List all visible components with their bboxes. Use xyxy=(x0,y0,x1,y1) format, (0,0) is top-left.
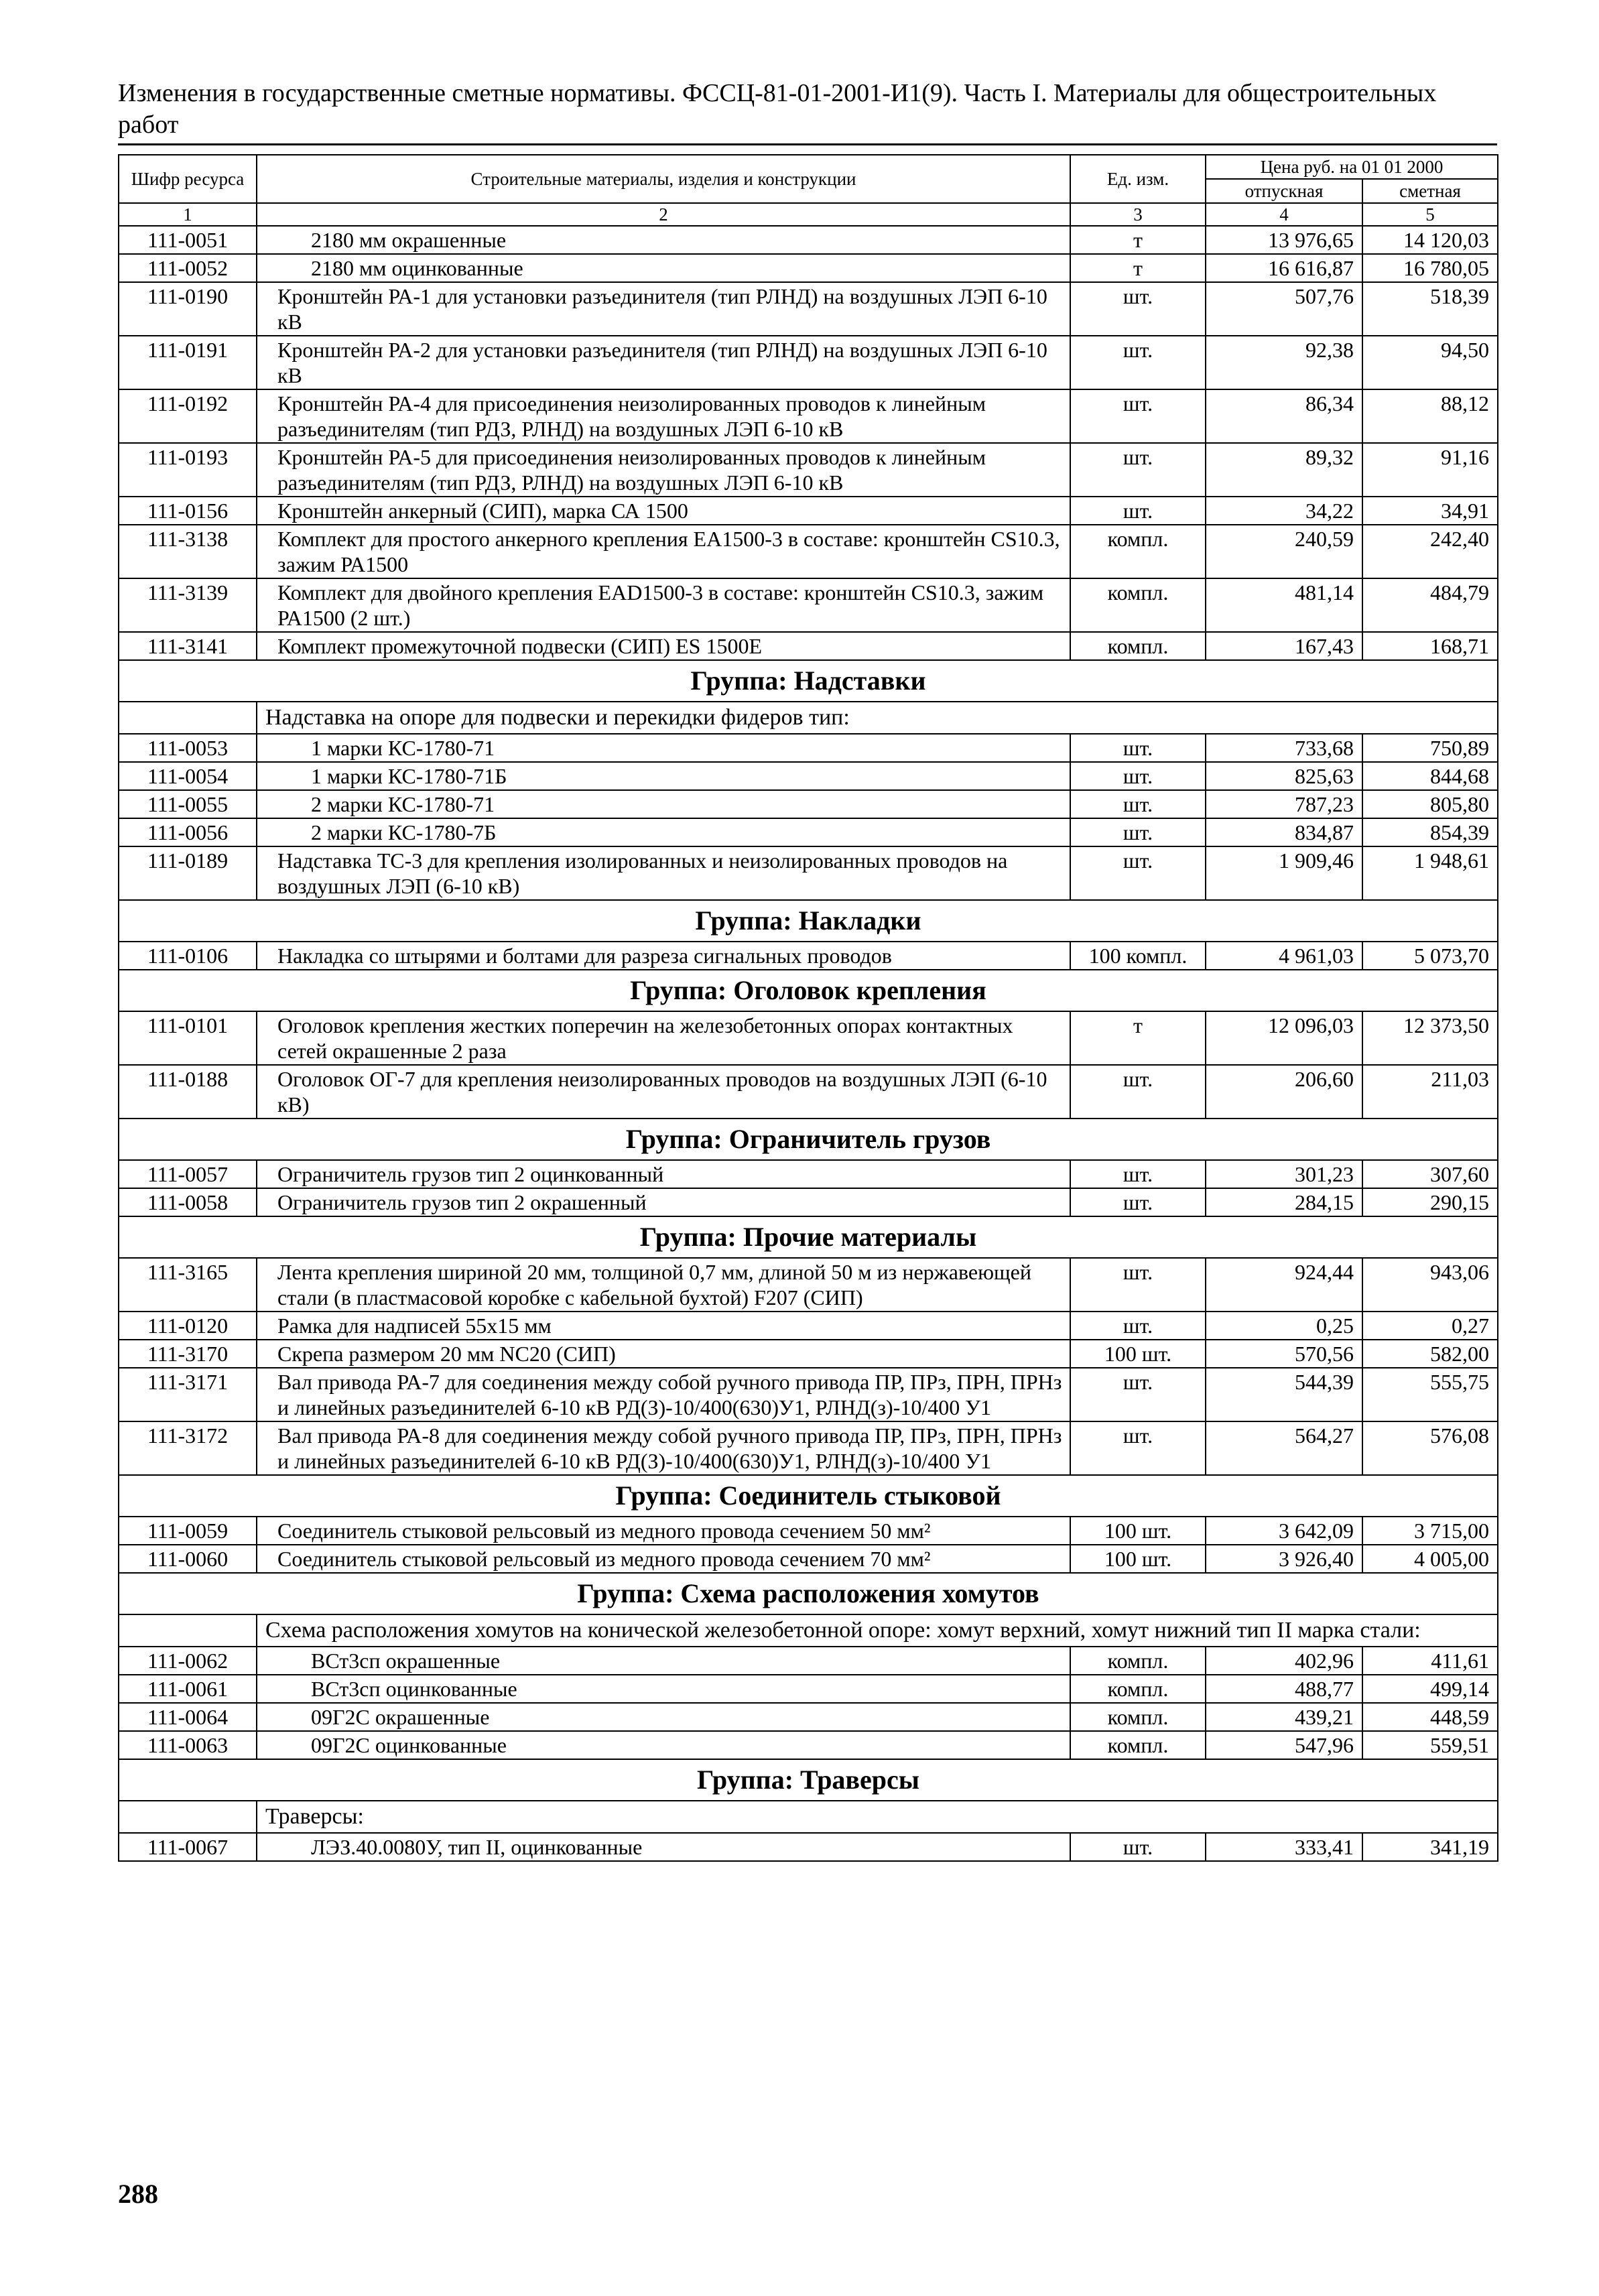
wholesale-price: 481,14 xyxy=(1206,578,1362,632)
document-header: Изменения в государственные сметные нормативы. ФССЦ-81-01-2001-И1(9). Часть I. Материалы для общестроительных работ xyxy=(118,79,1437,139)
material-description: Скрепа размером 20 мм NC20 (СИП) xyxy=(257,1340,1070,1368)
material-description: Вал привода РА-7 для соединения между собой ручного привода ПР, ПРз, ПРН, ПРНз и линейных разъединителей 6-10 кВ РД(З)-10/400(630)У1, РЛНД(з)-10/400 У1 xyxy=(257,1368,1070,1421)
estimate-price: 805,80 xyxy=(1362,790,1498,818)
resource-code: 111-0054 xyxy=(119,762,257,790)
material-description: Комплект для простого анкерного крепления ЕА1500-3 в составе: кронштейн CS10.3, зажим РА1500 xyxy=(257,525,1070,578)
table-row xyxy=(119,632,1498,660)
table-row xyxy=(119,1340,1498,1368)
material-description: Ограничитель грузов тип 2 окрашенный xyxy=(257,1188,1070,1216)
wholesale-price: 825,63 xyxy=(1206,762,1362,790)
estimate-price: 16 780,05 xyxy=(1362,254,1498,282)
resource-code: 111-0053 xyxy=(119,734,257,762)
unit-cell: т xyxy=(1070,1011,1206,1065)
unit-cell: шт. xyxy=(1070,1065,1206,1119)
wholesale-price: 206,60 xyxy=(1206,1065,1362,1119)
wholesale-price: 3 642,09 xyxy=(1206,1517,1362,1545)
estimate-price: 576,08 xyxy=(1362,1421,1498,1475)
group-header-row xyxy=(119,1119,1498,1160)
wholesale-price: 4 961,03 xyxy=(1206,942,1362,970)
wholesale-price: 86,34 xyxy=(1206,389,1362,443)
subheader-text: Схема расположения хомутов на конической железобетонной опоре: хомут верхний, хомут нижний тип II марка стали: xyxy=(257,1614,1498,1647)
wholesale-price: 733,68 xyxy=(1206,734,1362,762)
estimate-price: 484,79 xyxy=(1362,578,1498,632)
col-header-unit: Ед. изм. xyxy=(1070,155,1206,203)
estimate-price: 750,89 xyxy=(1362,734,1498,762)
estimate-price: 290,15 xyxy=(1362,1188,1498,1216)
estimate-price: 91,16 xyxy=(1362,443,1498,497)
resource-code: 111-0106 xyxy=(119,942,257,970)
col-number: 4 xyxy=(1206,203,1362,226)
table-row xyxy=(119,1833,1498,1861)
resource-code: 111-3170 xyxy=(119,1340,257,1368)
wholesale-price: 240,59 xyxy=(1206,525,1362,578)
resource-code: 111-0190 xyxy=(119,282,257,336)
unit-cell: компл. xyxy=(1070,578,1206,632)
unit-cell: шт. xyxy=(1070,1312,1206,1340)
material-description: 09Г2С окрашенные xyxy=(257,1703,1070,1731)
unit-cell: т xyxy=(1070,226,1206,254)
table-row xyxy=(119,1517,1498,1545)
resource-code: 111-0067 xyxy=(119,1833,257,1861)
subheader-blank-cell xyxy=(119,1614,257,1647)
estimate-price: 14 120,03 xyxy=(1362,226,1498,254)
unit-cell: компл. xyxy=(1070,632,1206,660)
unit-cell: шт. xyxy=(1070,1421,1206,1475)
material-description: Накладка со штырями и болтами для разреза сигнальных проводов xyxy=(257,942,1070,970)
table-row xyxy=(119,282,1498,336)
unit-cell: компл. xyxy=(1070,525,1206,578)
estimate-price: 0,27 xyxy=(1362,1312,1498,1340)
col-number: 2 xyxy=(257,203,1070,226)
wholesale-price: 1 909,46 xyxy=(1206,846,1362,900)
estimate-price: 4 005,00 xyxy=(1362,1545,1498,1573)
wholesale-price: 570,56 xyxy=(1206,1340,1362,1368)
material-description: Соединитель стыковой рельсовый из медного провода сечением 50 мм² xyxy=(257,1517,1070,1545)
table-body xyxy=(119,226,1498,1861)
table-row xyxy=(119,1065,1498,1119)
estimate-price: 341,19 xyxy=(1362,1833,1498,1861)
material-description: Комплект промежуточной подвески (СИП) ES 1500Е xyxy=(257,632,1070,660)
unit-cell: компл. xyxy=(1070,1647,1206,1675)
material-description: 2180 мм оцинкованные xyxy=(257,254,1070,282)
table-row xyxy=(119,1647,1498,1675)
group-title: Группа: Ограничитель грузов xyxy=(119,1119,1498,1160)
table-row xyxy=(119,1258,1498,1312)
wholesale-price: 16 616,87 xyxy=(1206,254,1362,282)
wholesale-price: 0,25 xyxy=(1206,1312,1362,1340)
wholesale-price: 284,15 xyxy=(1206,1188,1362,1216)
material-description: Кронштейн анкерный (СИП), марка СА 1500 xyxy=(257,497,1070,525)
subheader-blank-cell xyxy=(119,1801,257,1833)
unit-cell: шт. xyxy=(1070,846,1206,900)
resource-code: 111-0052 xyxy=(119,254,257,282)
wholesale-price: 402,96 xyxy=(1206,1647,1362,1675)
table-row xyxy=(119,818,1498,846)
price-table xyxy=(118,154,1498,1862)
table-row xyxy=(119,1160,1498,1188)
material-description: 2 марки КС-1780-71 xyxy=(257,790,1070,818)
resource-code: 111-0188 xyxy=(119,1065,257,1119)
table-row xyxy=(119,443,1498,497)
material-description: Соединитель стыковой рельсовый из медного провода сечением 70 мм² xyxy=(257,1545,1070,1573)
resource-code: 111-0063 xyxy=(119,1731,257,1759)
subheader-row xyxy=(119,1614,1498,1647)
resource-code: 111-0060 xyxy=(119,1545,257,1573)
subheader-text: Траверсы: xyxy=(257,1801,1498,1833)
group-title: Группа: Надставки xyxy=(119,660,1498,702)
resource-code: 111-3138 xyxy=(119,525,257,578)
material-description: Комплект для двойного крепления EAD1500-3 в составе: кронштейн CS10.3, зажим РА1500 (2 шт.) xyxy=(257,578,1070,632)
estimate-price: 94,50 xyxy=(1362,336,1498,389)
estimate-price: 844,68 xyxy=(1362,762,1498,790)
unit-cell: шт. xyxy=(1070,762,1206,790)
resource-code: 111-0192 xyxy=(119,389,257,443)
resource-code: 111-0058 xyxy=(119,1188,257,1216)
wholesale-price: 547,96 xyxy=(1206,1731,1362,1759)
wholesale-price: 89,32 xyxy=(1206,443,1362,497)
material-description: 2180 мм окрашенные xyxy=(257,226,1070,254)
resource-code: 111-0120 xyxy=(119,1312,257,1340)
col-number: 5 xyxy=(1362,203,1498,226)
table-row xyxy=(119,762,1498,790)
table-row xyxy=(119,336,1498,389)
estimate-price: 555,75 xyxy=(1362,1368,1498,1421)
material-description: Лента крепления шириной 20 мм, толщиной 0,7 мм, длиной 50 м из нержавеющей стали (в пластмасовой коробке с кабельной бухтой) F207 (СИП) xyxy=(257,1258,1070,1312)
table-row xyxy=(119,525,1498,578)
estimate-price: 411,61 xyxy=(1362,1647,1498,1675)
col-header-price: Цена руб. на 01 01 2000 xyxy=(1206,155,1498,179)
unit-cell: шт. xyxy=(1070,1258,1206,1312)
wholesale-price: 787,23 xyxy=(1206,790,1362,818)
estimate-price: 88,12 xyxy=(1362,389,1498,443)
unit-cell: шт. xyxy=(1070,282,1206,336)
estimate-price: 34,91 xyxy=(1362,497,1498,525)
group-header-row xyxy=(119,1759,1498,1801)
unit-cell: 100 шт. xyxy=(1070,1545,1206,1573)
group-title: Группа: Оголовок крепления xyxy=(119,970,1498,1011)
resource-code: 111-0064 xyxy=(119,1703,257,1731)
estimate-price: 854,39 xyxy=(1362,818,1498,846)
header-rule xyxy=(118,143,1497,145)
estimate-price: 448,59 xyxy=(1362,1703,1498,1731)
resource-code: 111-3171 xyxy=(119,1368,257,1421)
group-title: Группа: Схема расположения хомутов xyxy=(119,1573,1498,1614)
wholesale-price: 167,43 xyxy=(1206,632,1362,660)
resource-code: 111-3141 xyxy=(119,632,257,660)
unit-cell: 100 шт. xyxy=(1070,1517,1206,1545)
unit-cell: 100 шт. xyxy=(1070,1340,1206,1368)
table-row xyxy=(119,1188,1498,1216)
col-number: 1 xyxy=(119,203,257,226)
subheader-blank-cell xyxy=(119,702,257,734)
estimate-price: 1 948,61 xyxy=(1362,846,1498,900)
wholesale-price: 3 926,40 xyxy=(1206,1545,1362,1573)
page-number: 288 xyxy=(118,2179,158,2209)
table-row xyxy=(119,1545,1498,1573)
wholesale-price: 333,41 xyxy=(1206,1833,1362,1861)
wholesale-price: 439,21 xyxy=(1206,1703,1362,1731)
wholesale-price: 924,44 xyxy=(1206,1258,1362,1312)
wholesale-price: 13 976,65 xyxy=(1206,226,1362,254)
subheader-row xyxy=(119,1801,1498,1833)
resource-code: 111-0051 xyxy=(119,226,257,254)
material-description: Ограничитель грузов тип 2 оцинкованный xyxy=(257,1160,1070,1188)
resource-code: 111-0193 xyxy=(119,443,257,497)
material-description: ЛЭЗ.40.0080У, тип II, оцинкованные xyxy=(257,1833,1070,1861)
col-header-code: Шифр ресурса xyxy=(119,155,257,203)
wholesale-price: 544,39 xyxy=(1206,1368,1362,1421)
resource-code: 111-0101 xyxy=(119,1011,257,1065)
material-description: 1 марки КС-1780-71Б xyxy=(257,762,1070,790)
resource-code: 111-0156 xyxy=(119,497,257,525)
col-header-description: Строительные материалы, изделия и конструкции xyxy=(257,155,1070,203)
resource-code: 111-0056 xyxy=(119,818,257,846)
wholesale-price: 12 096,03 xyxy=(1206,1011,1362,1065)
unit-cell: шт. xyxy=(1070,497,1206,525)
unit-cell: 100 компл. xyxy=(1070,942,1206,970)
estimate-price: 499,14 xyxy=(1362,1675,1498,1703)
estimate-price: 559,51 xyxy=(1362,1731,1498,1759)
subheader-text: Надставка на опоре для подвески и перекидки фидеров тип: xyxy=(257,702,1498,734)
material-description: Кронштейн РА-5 для присоединения неизолированных проводов к линейным разъединителям (тип РДЗ, РЛНД) на воздушных ЛЭП 6-10 кВ xyxy=(257,443,1070,497)
unit-cell: шт. xyxy=(1070,734,1206,762)
wholesale-price: 92,38 xyxy=(1206,336,1362,389)
material-description: 1 марки КС-1780-71 xyxy=(257,734,1070,762)
material-description: Рамка для надписей 55х15 мм xyxy=(257,1312,1070,1340)
unit-cell: шт. xyxy=(1070,818,1206,846)
estimate-price: 5 073,70 xyxy=(1362,942,1498,970)
resource-code: 111-0191 xyxy=(119,336,257,389)
resource-code: 111-0055 xyxy=(119,790,257,818)
resource-code: 111-0057 xyxy=(119,1160,257,1188)
wholesale-price: 34,22 xyxy=(1206,497,1362,525)
group-title: Группа: Прочие материалы xyxy=(119,1216,1498,1258)
group-header-row xyxy=(119,900,1498,942)
wholesale-price: 488,77 xyxy=(1206,1675,1362,1703)
group-title: Группа: Соединитель стыковой xyxy=(119,1475,1498,1517)
unit-cell: шт. xyxy=(1070,1160,1206,1188)
estimate-price: 168,71 xyxy=(1362,632,1498,660)
material-description: ВСт3сп оцинкованные xyxy=(257,1675,1070,1703)
group-title: Группа: Траверсы xyxy=(119,1759,1498,1801)
material-description: 2 марки КС-1780-7Б xyxy=(257,818,1070,846)
group-header-row xyxy=(119,1573,1498,1614)
group-header-row xyxy=(119,660,1498,702)
table-row xyxy=(119,1368,1498,1421)
unit-cell: компл. xyxy=(1070,1731,1206,1759)
table-row xyxy=(119,254,1498,282)
material-description: Кронштейн РА-4 для присоединения неизолированных проводов к линейным разъединителям (тип РДЗ, РЛНД) на воздушных ЛЭП 6-10 кВ xyxy=(257,389,1070,443)
estimate-price: 242,40 xyxy=(1362,525,1498,578)
table-row xyxy=(119,1312,1498,1340)
resource-code: 111-0061 xyxy=(119,1675,257,1703)
table-row xyxy=(119,578,1498,632)
wholesale-price: 564,27 xyxy=(1206,1421,1362,1475)
material-description: 09Г2С оцинкованные xyxy=(257,1731,1070,1759)
table-row xyxy=(119,497,1498,525)
col-header-estimate: сметная xyxy=(1362,179,1498,203)
group-header-row xyxy=(119,970,1498,1011)
table-row xyxy=(119,389,1498,443)
material-description: Вал привода РА-8 для соединения между собой ручного привода ПР, ПРз, ПРН, ПРНз и линейных разъединителей 6-10 кВ РД(З)-10/400(630)У1, РЛНД(з)-10/400 У1 xyxy=(257,1421,1070,1475)
estimate-price: 3 715,00 xyxy=(1362,1517,1498,1545)
unit-cell: т xyxy=(1070,254,1206,282)
group-title: Группа: Накладки xyxy=(119,900,1498,942)
wholesale-price: 507,76 xyxy=(1206,282,1362,336)
estimate-price: 12 373,50 xyxy=(1362,1011,1498,1065)
unit-cell: компл. xyxy=(1070,1703,1206,1731)
estimate-price: 518,39 xyxy=(1362,282,1498,336)
unit-cell: шт. xyxy=(1070,336,1206,389)
unit-cell: шт. xyxy=(1070,389,1206,443)
col-number: 3 xyxy=(1070,203,1206,226)
resource-code: 111-3165 xyxy=(119,1258,257,1312)
subheader-row xyxy=(119,702,1498,734)
table-row xyxy=(119,1731,1498,1759)
unit-cell: шт. xyxy=(1070,1188,1206,1216)
table-row xyxy=(119,1421,1498,1475)
resource-code: 111-3172 xyxy=(119,1421,257,1475)
group-header-row xyxy=(119,1216,1498,1258)
unit-cell: шт. xyxy=(1070,790,1206,818)
estimate-price: 582,00 xyxy=(1362,1340,1498,1368)
table-row xyxy=(119,942,1498,970)
table-row xyxy=(119,734,1498,762)
table-row xyxy=(119,1011,1498,1065)
estimate-price: 211,03 xyxy=(1362,1065,1498,1119)
material-description: Оголовок крепления жестких поперечин на железобетонных опорах контактных сетей окрашенные 2 раза xyxy=(257,1011,1070,1065)
wholesale-price: 301,23 xyxy=(1206,1160,1362,1188)
resource-code: 111-0062 xyxy=(119,1647,257,1675)
wholesale-price: 834,87 xyxy=(1206,818,1362,846)
estimate-price: 943,06 xyxy=(1362,1258,1498,1312)
resource-code: 111-3139 xyxy=(119,578,257,632)
material-description: Кронштейн РА-2 для установки разъединителя (тип РЛНД) на воздушных ЛЭП 6-10 кВ xyxy=(257,336,1070,389)
resource-code: 111-0059 xyxy=(119,1517,257,1545)
material-description: Оголовок ОГ-7 для крепления неизолированных проводов на воздушных ЛЭП (6-10 кВ) xyxy=(257,1065,1070,1119)
table-row xyxy=(119,1703,1498,1731)
unit-cell: шт. xyxy=(1070,443,1206,497)
unit-cell: компл. xyxy=(1070,1675,1206,1703)
table-row xyxy=(119,790,1498,818)
unit-cell: шт. xyxy=(1070,1833,1206,1861)
group-header-row xyxy=(119,1475,1498,1517)
resource-code: 111-0189 xyxy=(119,846,257,900)
material-description: Надставка ТС-3 для крепления изолированных и неизолированных проводов на воздушных ЛЭП (6-10 кВ) xyxy=(257,846,1070,900)
table-row xyxy=(119,1675,1498,1703)
estimate-price: 307,60 xyxy=(1362,1160,1498,1188)
material-description: Кронштейн РА-1 для установки разъединителя (тип РЛНД) на воздушных ЛЭП 6-10 кВ xyxy=(257,282,1070,336)
table-row xyxy=(119,226,1498,254)
material-description: ВСт3сп окрашенные xyxy=(257,1647,1070,1675)
col-header-wholesale: отпускная xyxy=(1206,179,1362,203)
unit-cell: шт. xyxy=(1070,1368,1206,1421)
table-row xyxy=(119,846,1498,900)
